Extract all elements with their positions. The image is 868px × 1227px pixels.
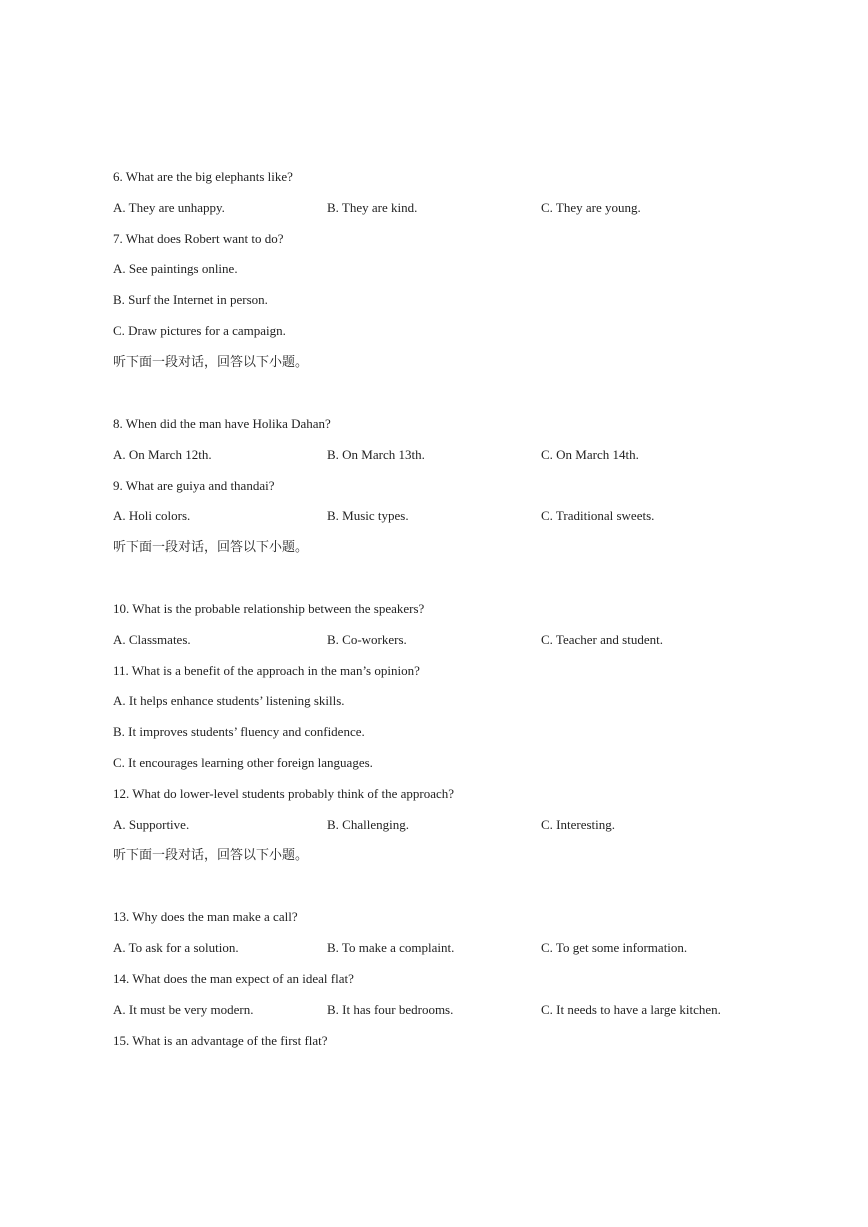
option-b: B. To make a complaint. <box>327 940 455 955</box>
option-b: B. They are kind. <box>327 200 418 215</box>
option-c: C. On March 14th. <box>541 447 639 462</box>
option-b: B. Music types. <box>327 508 409 523</box>
option-b: B. Co-workers. <box>327 632 407 647</box>
question-7: 7. What does Robert want to do? <box>113 231 284 246</box>
question-13: 13. Why does the man make a call? <box>113 909 298 924</box>
question-14: 14. What does the man expect of an ideal flat? <box>113 971 354 986</box>
option-b: B. It improves students’ fluency and confidence. <box>113 724 365 739</box>
question-11: 11. What is a benefit of the approach in the man’s opinion? <box>113 663 420 678</box>
question-9: 9. What are guiya and thandai? <box>113 478 275 493</box>
option-b: B. It has four bedrooms. <box>327 1002 454 1017</box>
option-c: C. Teacher and student. <box>541 632 663 647</box>
section-instruction: 听下面一段对话，回答以下小题。 <box>113 539 309 554</box>
question-15: 15. What is an advantage of the first flat? <box>113 1033 328 1048</box>
question-10: 10. What is the probable relationship between the speakers? <box>113 601 425 616</box>
option-c: C. They are young. <box>541 200 641 215</box>
option-a: A. On March 12th. <box>113 447 212 462</box>
option-c: C. Interesting. <box>541 817 616 832</box>
option-a: A. It helps enhance students’ listening skills. <box>113 693 345 708</box>
question-12: 12. What do lower-level students probably think of the approach? <box>113 786 455 801</box>
option-a: A. Classmates. <box>113 632 191 647</box>
option-a: A. To ask for a solution. <box>113 940 239 955</box>
option-b: B. Challenging. <box>327 817 409 832</box>
option-c: C. Draw pictures for a campaign. <box>113 323 286 338</box>
question-8: 8. When did the man have Holika Dahan? <box>113 416 331 431</box>
option-a: A. Supportive. <box>113 817 190 832</box>
option-a: A. See paintings online. <box>113 261 238 276</box>
question-6: 6. What are the big elephants like? <box>113 169 293 184</box>
option-c: C. It needs to have a large kitchen. <box>541 1002 721 1017</box>
option-a: A. It must be very modern. <box>113 1002 254 1017</box>
section-instruction: 听下面一段对话，回答以下小题。 <box>113 354 309 369</box>
section-instruction: 听下面一段对话，回答以下小题。 <box>113 847 309 862</box>
option-a: A. They are unhappy. <box>113 200 225 215</box>
option-c: C. Traditional sweets. <box>541 508 655 523</box>
option-b: B. On March 13th. <box>327 447 425 462</box>
option-c: C. It encourages learning other foreign languages. <box>113 755 373 770</box>
option-c: C. To get some information. <box>541 940 688 955</box>
option-a: A. Holi colors. <box>113 508 191 523</box>
option-b: B. Surf the Internet in person. <box>113 292 268 307</box>
